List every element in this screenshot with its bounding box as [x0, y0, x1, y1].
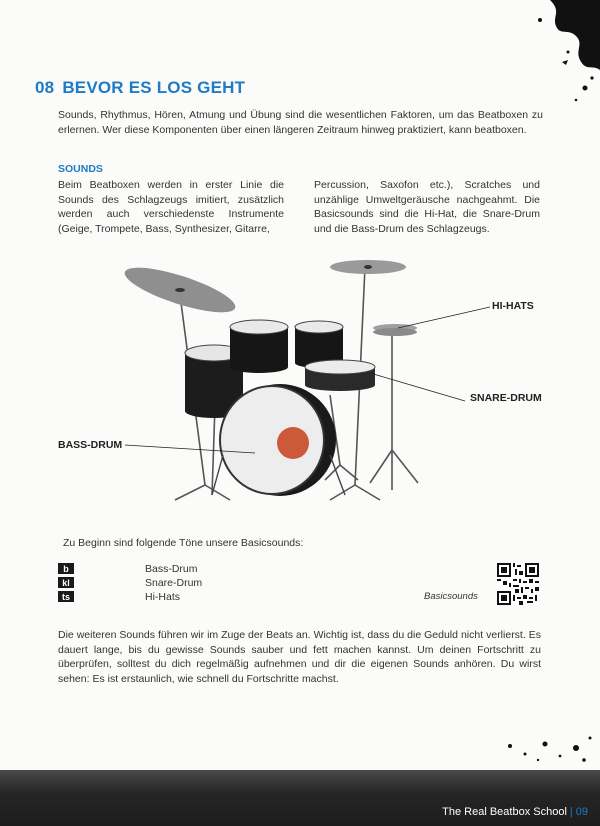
footer-separator: |: [569, 806, 573, 818]
sounds-heading: SOUNDS: [58, 163, 103, 175]
sounds-text-right: Percussion, Saxofon etc.), Scratches und unzählige Umweltgeräusche nachgeahmt. Die Basicsounds sind die Hi-Hat, die Snare-Drum und die Bass-Drum des Schlagzeugs.: [314, 179, 540, 235]
intro-paragraph: Sounds, Rhythmus, Hören, Atmung und Übung sind die wesentlichen Faktoren, um das Beatboxen zu erlernen. Wer diese Komponenten über einen längeren Zeitraum hinweg praktiziert, kann beatboxen.: [58, 109, 543, 136]
page-number: 09: [575, 806, 588, 818]
sound-row: [58, 576, 203, 589]
label-snare-drum: SNARE-DRUM: [470, 392, 542, 404]
drum-kit-illustration: [40, 255, 580, 515]
label-bass-drum: BASS-DRUM: [58, 439, 123, 451]
sound-key-badge: kl: [58, 577, 74, 588]
ink-splatter-bottom: [490, 726, 600, 766]
sound-key-badge: b: [58, 563, 74, 574]
sounds-text-left: Beim Beatboxen werden in erster Linie die Sounds des Schlagzeugs imitiert, zusätzlich werden auch verschiedenste Instrumente (Geige, Trompete, Bass, Synthesizer, Gitarre,: [58, 179, 284, 235]
sound-name: Bass-Drum: [145, 562, 198, 575]
outro-paragraph: Die weiteren Sounds führen wir im Zuge der Beats an. Wichtig ist, dass du die Geduld nicht verlierst. Es dauert lange, bis du gewisse Sounds sauber und fett machen kannst. Um deinen Fortschritt zu überprüfen, solltest du dich regelmäßig aufnehmen und dir die eigenen Sounds anhören. Du wirst sehen: Es ist erstaunlich, wie schnell du Fortschritte machst.: [58, 629, 541, 685]
book-title: The Real Beatbox School: [442, 806, 567, 818]
ink-splatter-top: [480, 0, 600, 110]
sound-name: Snare-Drum: [145, 576, 203, 589]
sound-name: Hi-Hats: [145, 590, 181, 603]
label-hihats: HI-HATS: [492, 300, 534, 312]
sound-key-badge: ts: [58, 591, 74, 602]
section-number: 08: [35, 78, 55, 97]
section-heading: [35, 78, 245, 98]
footer-text: [442, 806, 588, 818]
qr-code-icon[interactable]: [497, 563, 539, 605]
basics-intro: Zu Beginn sind folgende Töne unsere Basicsounds:: [63, 537, 304, 549]
section-title: BEVOR ES LOS GEHT: [62, 78, 246, 97]
sound-row: [58, 562, 198, 575]
qr-caption: Basicsounds: [424, 591, 478, 602]
sound-row: [58, 590, 181, 603]
page-footer: [0, 770, 600, 826]
